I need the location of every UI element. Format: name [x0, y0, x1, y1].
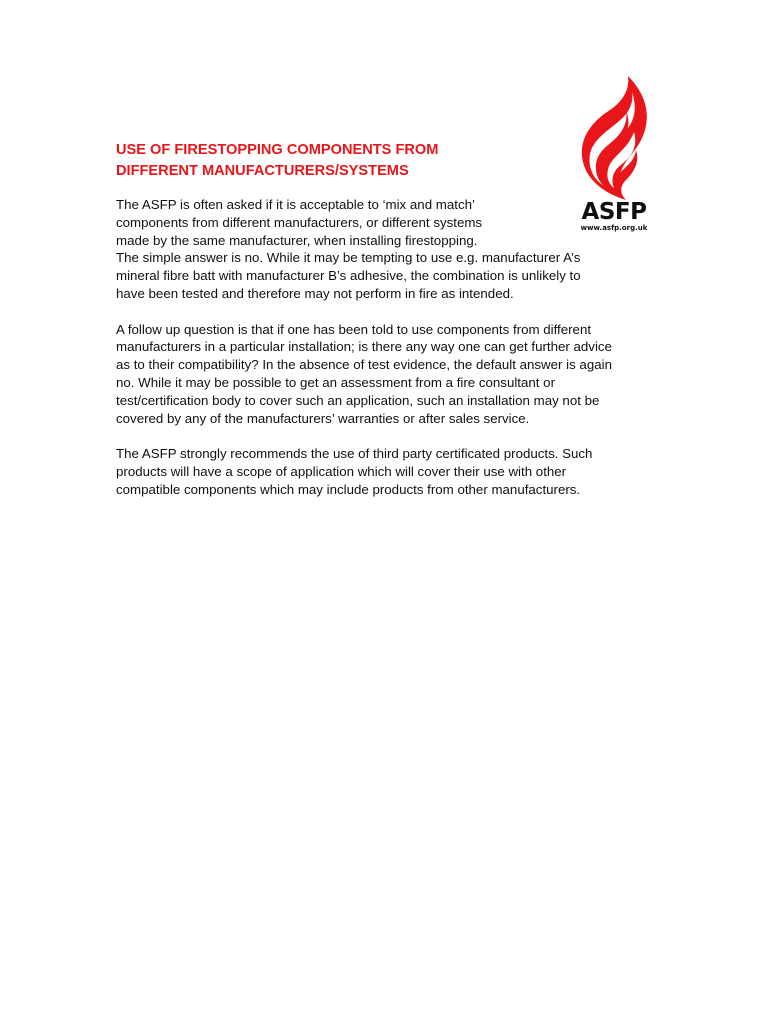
logo-brand-text: ASFP	[581, 199, 647, 225]
text-line: The ASFP is often asked if it is acceptable to ‘mix and match’	[116, 197, 475, 212]
paragraph-recommendation	[116, 445, 661, 498]
text-line: covered by any of the manufacturers’ warranties or after sales service.	[116, 410, 530, 426]
text-line: no. While it may be possible to get an assessment from a fire consultant or	[116, 374, 556, 390]
text-line: test/certification body to cover such an application, such an installation may not be	[116, 392, 600, 408]
title-line: DIFFERENT MANUFACTURERS/SYSTEMS	[116, 163, 409, 179]
text-line: made by the same manufacturer, when installing firestopping.	[116, 232, 478, 248]
text-line: as to their compatibility? In the absence of test evidence, the default answer is again	[116, 357, 612, 373]
title-line: USE OF FIRESTOPPING COMPONENTS FROM	[116, 142, 439, 158]
paragraph-follow-up-question	[116, 321, 661, 428]
text-line: A follow up question is that if one has been told to use components from different	[116, 321, 592, 337]
text-line: mineral fibre batt with manufacturer B’s adhesive, the combination is unlikely to	[116, 268, 581, 284]
paragraph-mix-and-match	[116, 196, 661, 303]
flame-icon	[576, 76, 652, 200]
text-line: components from different manufacturers, or different systems	[116, 214, 483, 230]
text-line: have been tested and therefore may not perform in fire as intended.	[116, 285, 514, 301]
text-line: The simple answer is no. While it may be tempting to use e.g. manufacturer A’s	[116, 250, 581, 266]
text-line: manufacturers in a particular installation; is there any way one can get further advice	[116, 339, 612, 355]
logo-url-text: www.asfp.org.uk	[580, 224, 648, 232]
document-title	[116, 140, 536, 182]
document-body	[116, 196, 661, 516]
text-line: compatible components which may include products from other manufacturers.	[116, 481, 581, 497]
text-line: The ASFP strongly recommends the use of third party certificated products. Such	[116, 446, 593, 462]
text-line: products will have a scope of application which will cover their use with other	[116, 463, 567, 479]
